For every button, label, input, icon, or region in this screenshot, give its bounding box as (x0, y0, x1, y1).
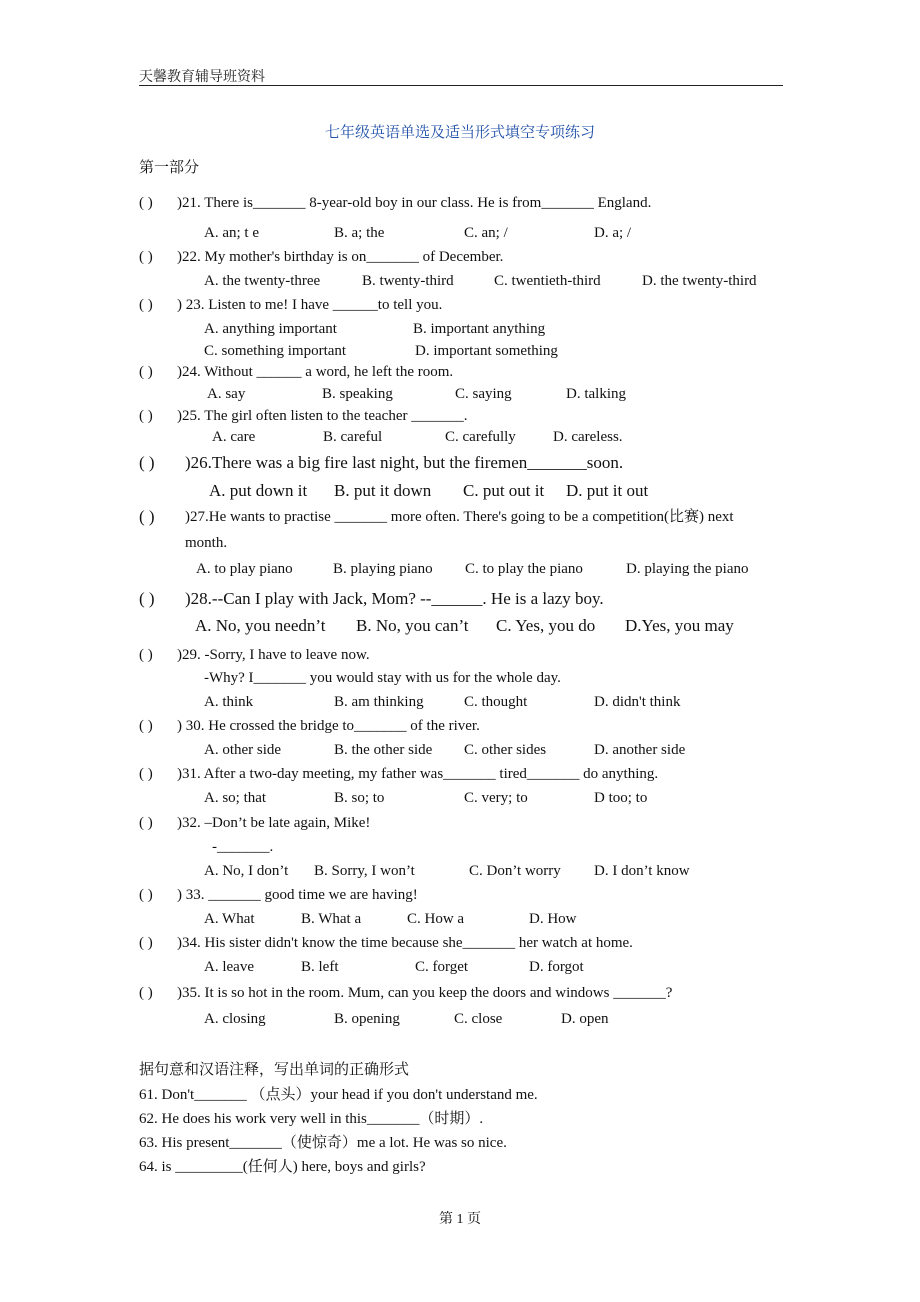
q34-option-d: D. forgot (529, 959, 584, 975)
q31-option-a: A. so; that (204, 790, 267, 806)
page-title: 七年级英语单选及适当形式填空专项练习 (324, 125, 595, 141)
question-32-stem: )32. –Don’t be late again, Mike! (177, 815, 371, 831)
q23-option-b: B. important anything (413, 321, 546, 337)
q23-option-c: C. something important (204, 343, 347, 359)
q24-option-b: B. speaking (322, 386, 393, 402)
q25-option-c: C. carefully (445, 429, 516, 445)
q33-option-c: C. How a (407, 911, 465, 927)
q22-option-d: D. the twenty-third (642, 273, 757, 289)
answer-blank-33[interactable]: ( ) (139, 887, 153, 903)
q30-option-b: B. the other side (334, 742, 433, 758)
q29-option-c: C. thought (464, 694, 528, 710)
q34-option-b: B. left (301, 959, 339, 975)
question-29-continuation: -Why? I_______ you would stay with us for the whole day. (204, 670, 561, 686)
q23-option-a: A. anything important (204, 321, 337, 337)
q28-option-d: D.Yes, you may (625, 616, 734, 635)
q28-option-a: A. No, you needn’t (195, 616, 326, 635)
answer-blank-21[interactable]: ( ) (139, 195, 153, 211)
q25-option-d: D. careless. (553, 429, 623, 445)
q24-option-a: A. say (207, 386, 246, 402)
question-24-stem: )24. Without ______ a word, he left the room. (177, 364, 454, 380)
q22-option-b: B. twenty-third (362, 273, 454, 289)
answer-blank-32[interactable]: ( ) (139, 815, 153, 831)
q24-option-c: C. saying (455, 386, 512, 402)
q31-option-d: D too; to (594, 790, 648, 806)
q25-option-a: A. care (212, 429, 256, 445)
fill-item-62: 62. He does his work very well in this_______（时期）. (139, 1111, 484, 1127)
q30-option-c: C. other sides (464, 742, 547, 758)
fill-item-64: 64. is _________(任何人) here, boys and girls? (139, 1159, 426, 1175)
question-21-stem: )21. There is_______ 8-year-old boy in our class. He is from_______ England. (177, 195, 652, 211)
q35-option-a: A. closing (204, 1011, 266, 1027)
q21-option-c: C. an; / (464, 225, 508, 241)
q27-option-d: D. playing the piano (626, 561, 749, 577)
q31-option-b: B. so; to (334, 790, 385, 806)
q31-option-c: C. very; to (464, 790, 528, 806)
q25-option-b: B. careful (323, 429, 383, 445)
question-27-continuation: month. (185, 535, 228, 551)
question-34-stem: )34. His sister didn't know the time because she_______ her watch at home. (177, 935, 633, 951)
q30-option-a: A. other side (204, 742, 282, 758)
question-31-stem: )31. After a two-day meeting, my father was_______ tired_______ do anything. (177, 766, 659, 782)
answer-blank-22[interactable]: ( ) (139, 249, 153, 265)
q32-option-c: C. Don’t worry (469, 863, 561, 879)
header-text: 天馨教育辅导班资料 (139, 70, 265, 85)
q35-option-b: B. opening (334, 1011, 400, 1027)
q22-option-c: C. twentieth-third (494, 273, 601, 289)
q26-option-b: B. put it down (334, 481, 432, 500)
q26-option-c: C. put out it (463, 481, 545, 500)
answer-blank-31[interactable]: ( ) (139, 766, 153, 782)
answer-blank-26[interactable]: ( ) (139, 453, 155, 472)
answer-blank-25[interactable]: ( ) (139, 408, 153, 424)
q21-option-b: B. a; the (334, 225, 385, 241)
q28-option-c: C. Yes, you do (496, 616, 596, 635)
question-23-stem: ) 23. Listen to me! I have ______to tell you. (177, 297, 443, 313)
question-25-stem: )25. The girl often listen to the teacher _______. (177, 408, 468, 424)
q21-option-d: D. a; / (594, 225, 632, 241)
question-27-stem: )27.He wants to practise _______ more often. There's going to be a competition(比赛) next (185, 509, 734, 525)
question-26-stem: )26.There was a big fire last night, but the firemen_______soon. (185, 453, 624, 472)
question-22-stem: )22. My mother's birthday is on_______ of December. (177, 249, 504, 265)
q24-option-d: D. talking (566, 386, 626, 402)
q26-option-d: D. put it out (566, 481, 649, 500)
answer-blank-30[interactable]: ( ) (139, 718, 153, 734)
q34-option-c: C. forget (415, 959, 469, 975)
q35-option-c: C. close (454, 1011, 503, 1027)
q33-option-a: A. What (204, 911, 255, 927)
q35-option-d: D. open (561, 1011, 609, 1027)
answer-blank-34[interactable]: ( ) (139, 935, 153, 951)
question-28-stem: )28.--Can I play with Jack, Mom? --______. He is a lazy boy. (185, 589, 604, 608)
section-heading-word-forms: 据句意和汉语注释，写出单词的正确形式 (139, 1062, 410, 1078)
q29-option-a: A. think (204, 694, 254, 710)
q32-option-b: B. Sorry, I won’t (314, 863, 415, 879)
question-32-continuation: -_______. (212, 839, 274, 855)
q27-option-a: A. to play piano (196, 561, 293, 577)
q27-option-b: B. playing piano (333, 561, 433, 577)
q26-option-a: A. put down it (209, 481, 308, 500)
q32-option-a: A. No, I don’t (204, 863, 289, 879)
answer-blank-24[interactable]: ( ) (139, 364, 153, 380)
fill-item-61: 61. Don't_______ （点头）your head if you don't understand me. (139, 1087, 538, 1103)
fill-item-63: 63. His present_______（使惊奇）me a lot. He was so nice. (139, 1135, 507, 1151)
page-number: 第 1 页 (439, 1212, 481, 1227)
q29-option-b: B. am thinking (334, 694, 424, 710)
q27-option-c: C. to play the piano (465, 561, 583, 577)
q33-option-b: B. What a (301, 911, 362, 927)
question-33-stem: ) 33. _______ good time we are having! (177, 887, 418, 903)
q21-option-a: A. an; t e (204, 225, 259, 241)
question-30-stem: ) 30. He crossed the bridge to_______ of the river. (177, 718, 480, 734)
header-divider (139, 85, 783, 86)
q22-option-a: A. the twenty-three (204, 273, 321, 289)
q33-option-d: D. How (529, 911, 577, 927)
answer-blank-28[interactable]: ( ) (139, 589, 155, 608)
q23-option-d: D. important something (415, 343, 558, 359)
q32-option-d: D. I don’t know (594, 863, 690, 879)
question-29-stem: )29. -Sorry, I have to leave now. (177, 647, 370, 663)
section-heading-part-one: 第一部分 (139, 160, 200, 176)
answer-blank-23[interactable]: ( ) (139, 297, 153, 313)
question-35-stem: )35. It is so hot in the room. Mum, can you keep the doors and windows _______? (177, 985, 673, 1001)
q34-option-a: A. leave (204, 959, 254, 975)
answer-blank-35[interactable]: ( ) (139, 985, 153, 1001)
q28-option-b: B. No, you can’t (356, 616, 469, 635)
answer-blank-29[interactable]: ( ) (139, 647, 153, 663)
q30-option-d: D. another side (594, 742, 686, 758)
answer-blank-27[interactable]: ( ) (139, 507, 155, 526)
q29-option-d: D. didn't think (594, 694, 681, 710)
